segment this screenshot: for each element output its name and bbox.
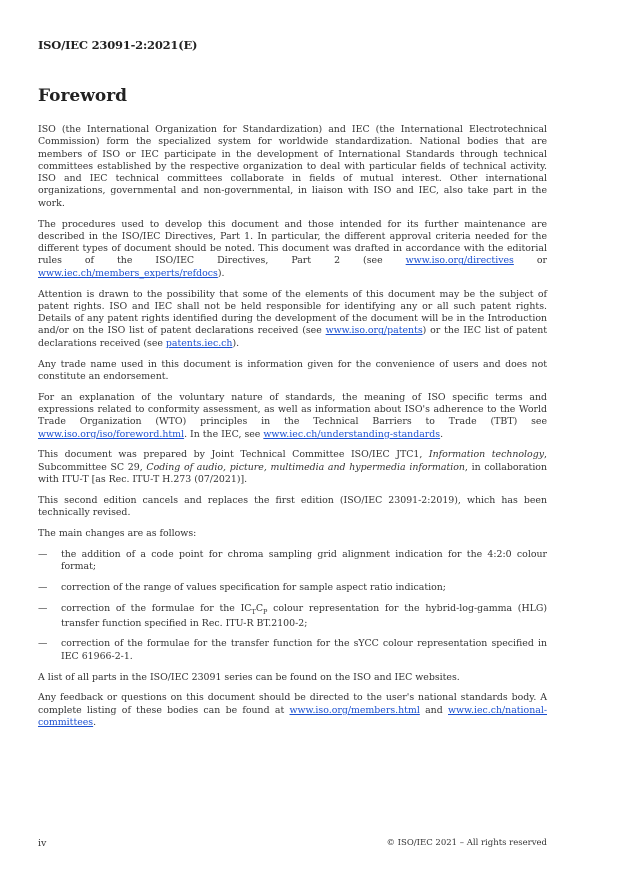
paragraph-main-changes: The main changes are as follows: — [38, 527, 197, 539]
document-id: ISO/IEC 23091-2:2021(E) — [38, 38, 198, 52]
dash-bullet: — — [38, 638, 48, 650]
text: ). — [232, 337, 240, 349]
dash-bullet: — — [38, 548, 48, 560]
changes-list — [38, 549, 547, 663]
text: correction of the formulae for the IC — [61, 602, 252, 614]
link-iec-refdocs[interactable]: www.iec.ch/members_experts/refdocs — [38, 267, 218, 279]
text: ) or the IEC list of patent declarations received (see — [38, 325, 547, 349]
paragraph-prepared-by — [38, 449, 547, 486]
page-title: Foreword — [38, 86, 128, 106]
text: The procedures used to develop this document and those intended for its further maintenance are described in the ISO/IEC Directives, Part 1. In particular, the different approval criteria needed for the different types of document should be noted. This document was drafted in accordance with the editorial rules of the ISO/IEC Directives, Part 2 (see — [38, 218, 547, 267]
list-item — [38, 549, 547, 574]
text: the addition of a code point for chroma sampling grid alignment indication for the 4:2:0 colour format; — [61, 548, 547, 572]
text: For an explanation of the voluntary nature of standards, the meaning of ISO specific terms and expressions related to conformity assessment, as well as information about ISO's adherence to the World Trade Organization (WTO) principles in the Technical Barriers to Trade (TBT) see — [38, 391, 547, 428]
paragraph-voluntary-nature — [38, 392, 547, 441]
paragraph-procedures — [38, 219, 547, 280]
document-page — [38, 0, 547, 876]
link-iso-patents[interactable]: www.iso.org/patents — [325, 325, 423, 337]
paragraph-organizations: ISO (the International Organization for Standardization) and IEC (the International Electrotechnical Commission) form the specialized system for worldwide standardization. National bodies that are members of ISO or IEC participate in the development of International Standards through technical committees established by the respective organization to deal with particular fields of technical activity. ISO and IEC technical committees collaborate in fields of mutual interest. Other international organizations, governmental and non-governmental, in liaison with ISO and IEC, also take part in the work. — [38, 124, 547, 209]
subscript: T — [251, 607, 256, 616]
text: This document was prepared by Joint Technical Committee ISO/IEC JTC1, — [38, 449, 429, 461]
link-iec-national-committees[interactable]: www.iec.ch/national-committees — [38, 704, 547, 728]
link-iso-foreword[interactable]: www.iso.org/iso/foreword.html — [38, 428, 185, 440]
text: ). — [217, 267, 225, 279]
paragraph-trade-name: Any trade name used in this document is information given for the convenience of users and does not constitute an endorsement. — [38, 358, 547, 382]
page-number: iv — [38, 838, 47, 849]
text: Attention is drawn to the possibility that some of the elements of this document may be the subject of patent rights. ISO and IEC shall not be held responsible for identifying any or all such patent rights. Details of any patent rights identified during the development of the document will be in the Introduction and/or on the ISO list of patent declarations received (see — [38, 288, 547, 337]
text: . — [440, 428, 444, 440]
subcommittee-title: Coding of audio, picture, multimedia and hypermedia information — [146, 461, 465, 473]
subscript: P — [263, 607, 268, 616]
paragraph-edition: This second edition cancels and replaces the first edition (ISO/IEC 23091-2:2019), which has been technically revised. — [38, 494, 547, 519]
dash-bullet: — — [38, 581, 48, 593]
link-iec-patents[interactable]: patents.iec.ch — [165, 337, 233, 349]
link-iso-members[interactable]: www.iso.org/members.html — [289, 704, 420, 716]
text: correction of the formulae for the transfer function for the sYCC colour representation specified in IEC 61966-2-1. — [61, 638, 547, 662]
text: . In the IEC, see — [184, 428, 264, 440]
text: Any feedback or questions on this document should be directed to the user's national standards body. A complete listing of these bodies can be found at — [38, 692, 547, 716]
paragraph-series-list: A list of all parts in the ISO/IEC 23091 series can be found on the ISO and IEC websites. — [38, 671, 460, 683]
text: , Subcommittee SC 29, — [38, 449, 547, 473]
text: and — [419, 704, 448, 716]
text: colour representation for the hybrid-log-gamma (HLG) transfer function specified in Rec. ITU-R BT.2100-2; — [61, 602, 548, 629]
list-item — [38, 603, 547, 630]
list-item — [38, 638, 547, 663]
link-iec-understanding-standards[interactable]: www.iec.ch/understanding-standards — [263, 428, 441, 440]
text: C — [255, 602, 263, 614]
paragraph-feedback — [38, 692, 547, 729]
committee-title: Information technology — [428, 449, 544, 461]
text: . — [93, 716, 97, 728]
paragraph-patents — [38, 289, 547, 350]
text: correction of the range of values specification for sample aspect ratio indication; — [61, 581, 446, 593]
text: or — [513, 255, 548, 267]
list-item — [38, 582, 547, 594]
text: , in collaboration with ITU-T [as Rec. ITU-T H.273 (07/2021)]. — [38, 461, 547, 485]
link-iso-directives[interactable]: www.iso.org/directives — [405, 255, 514, 267]
dash-bullet: — — [38, 602, 48, 614]
copyright-notice: © ISO/IEC 2021 – All rights reserved — [386, 838, 547, 848]
foreword-body — [38, 124, 547, 738]
